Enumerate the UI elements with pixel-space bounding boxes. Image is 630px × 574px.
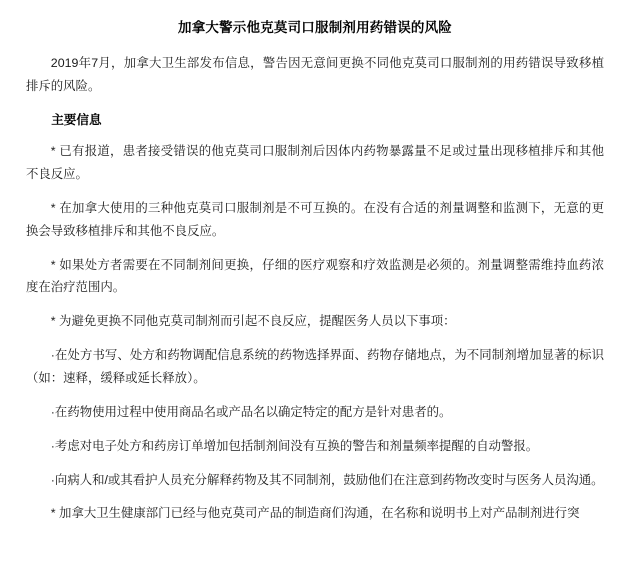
- body-paragraph: ·在处方书写、处方和药物调配信息系统的药物选择界面、药物存储地点，为不同制剂增加显著的标识（如：速释，缓释或延长释放）。: [26, 348, 604, 386]
- page-title: 加拿大警示他克莫司口服制剂用药错误的风险: [178, 20, 452, 35]
- body-paragraph: ·在药物使用过程中使用商品名或产品名以确定特定的配方是针对患者的。: [50, 405, 452, 420]
- section-heading-key-info: 主要信息: [51, 113, 102, 128]
- body-paragraph: * 为避免更换不同他克莫司制剂而引起不良反应，提醒医务人员以下事项：: [50, 314, 456, 329]
- body-paragraph: * 加拿大卫生健康部门已经与他克莫司产品的制造商们沟通，在名称和说明书上对产品制剂进行突: [50, 506, 580, 521]
- body-paragraph: ·考虑对电子处方和药房订单增加包括制剂间没有互换的警告和剂量频率提醒的自动警报。: [50, 439, 539, 454]
- body-paragraph: * 在加拿大使用的三种他克莫司口服制剂是不可互换的。在没有合适的剂量调整和监测下，无意的更换会导致移植排斥和其他不良反应。: [26, 200, 604, 238]
- body-paragraph: * 如果处方者需要在不同制剂间更换，仔细的医疗观察和疗效监测是必须的。剂量调整需维持血药浓度在治疗范围内。: [26, 257, 604, 295]
- body-paragraph: ·向病人和/或其看护人员充分解释药物及其不同制剂，鼓励他们在注意到药物改变时与医务人员沟通。: [50, 473, 604, 488]
- intro-paragraph: 2019年7月，加拿大卫生部发布信息，警告因无意间更换不同他克莫司口服制剂的用药错误导致移植排斥的风险。: [26, 56, 604, 94]
- body-paragraph: * 已有报道，患者接受错误的他克莫司口服制剂后因体内药物暴露量不足或过量出现移植排斥和其他不良反应。: [26, 143, 604, 181]
